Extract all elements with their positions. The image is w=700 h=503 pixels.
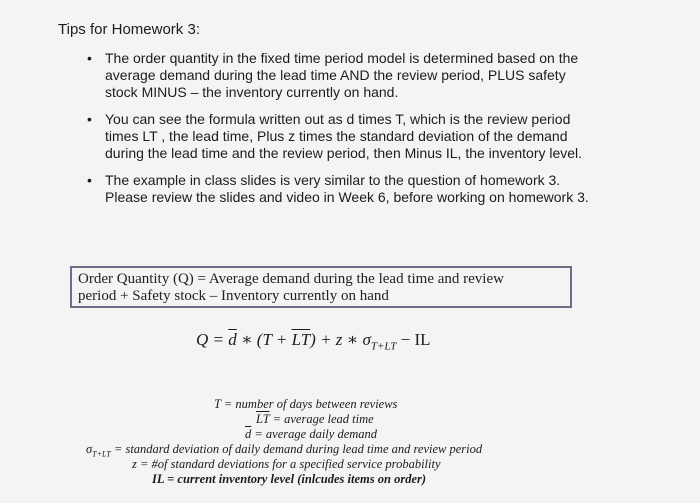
equation-lt-bar: $\overline{LT}$ — [291, 330, 311, 349]
definition-text: = average daily demand — [251, 427, 378, 441]
formula-line: Order Quantity (Q) = Average demand during the lead time and review — [78, 271, 504, 287]
definition-t — [214, 397, 397, 412]
list-item — [87, 50, 592, 101]
equation-d-bar: $\overline{d}$ — [228, 330, 237, 349]
formula-line: period + Safety stock – Inventory currently on hand — [78, 288, 389, 304]
equation-lhs: Q = — [196, 330, 229, 349]
list-item — [87, 111, 592, 162]
definition-text: = average lead time — [269, 412, 374, 426]
definition-text: = standard deviation of daily demand during lead time and review period — [110, 442, 483, 456]
equation-part: ∗ (T + — [236, 330, 292, 349]
definition-z — [132, 457, 441, 472]
list-item — [87, 172, 592, 206]
definition-text: = number of days between reviews — [220, 397, 398, 411]
tip-text: The example in class slides is very similar to the question of homework 3. Please review the slides and video in Week 6, before working on homework 3. — [105, 172, 589, 205]
definition-symbol: $\overline{LT}$ — [256, 412, 270, 426]
definition-subscript: T+LT — [92, 449, 111, 459]
bullet-icon: • — [87, 111, 92, 127]
definition-d — [245, 427, 377, 442]
formula-box — [70, 266, 572, 308]
definition-symbol: z — [132, 457, 137, 471]
equation-part: ) + z ∗ σ — [310, 330, 371, 349]
bullet-icon: • — [87, 50, 92, 66]
equation-subscript: T+LT — [370, 340, 397, 353]
tip-text: The order quantity in the fixed time period model is determined based on the average demand during the lead time AND the review period, PLUS safety stock MINUS – the inventory currently on hand. — [105, 50, 579, 100]
definition-symbol: σ — [86, 442, 93, 456]
definition-symbol: IL — [152, 472, 165, 486]
definition-text: = current inventory level (inlcudes items on order) — [164, 472, 427, 486]
equation-part: − IL — [396, 330, 431, 349]
definition-text: = #of standard deviations for a specified service probability — [136, 457, 441, 471]
bullet-icon: • — [87, 172, 92, 188]
definition-symbol: $\overline{d}$ — [245, 427, 252, 441]
page-title: Tips for Homework 3: — [58, 21, 200, 38]
definition-symbol: T — [214, 397, 221, 411]
tip-text: You can see the formula written out as d times T, which is the review period times LT , the lead time, Plus z times the standard deviation of the demand during the lead time and the review period, then Minus IL, the inventory level. — [105, 111, 583, 161]
order-quantity-equation — [196, 330, 431, 352]
definition-lt — [256, 412, 374, 427]
definition-il — [152, 472, 426, 487]
tips-list — [87, 50, 592, 216]
